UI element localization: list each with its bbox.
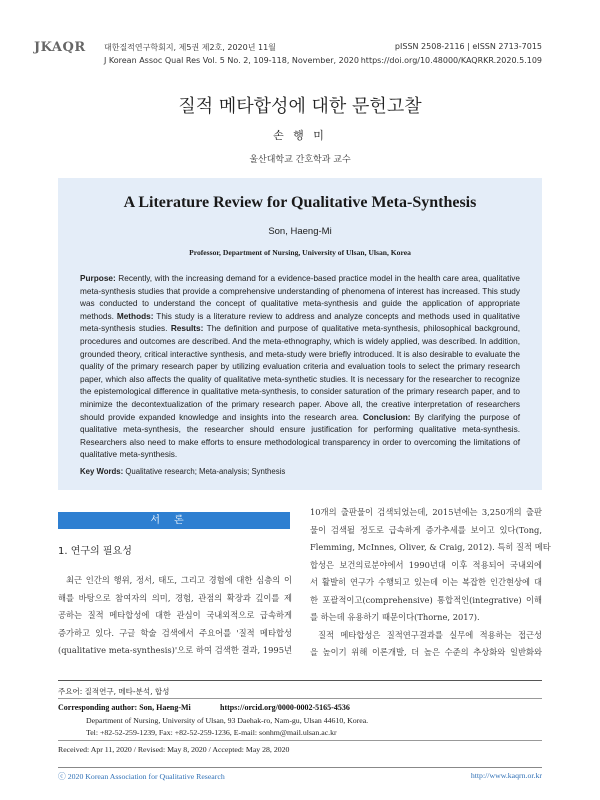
journal-name-en: J Korean Assoc Qual Res Vol. 5 No. 2, 109-118, November, 2020: [104, 56, 359, 65]
footer-rule: [58, 740, 542, 741]
author-contact: Tel: +82-52-259-1239, Fax: +82-52-259-1236, E-mail: sonhm@mail.ulsan.ac.kr: [86, 728, 337, 737]
purpose-label: Purpose:: [80, 274, 116, 283]
journal-name-kr: 대한질적연구학회지, 제5권 제2호, 2020년 11월: [104, 43, 276, 52]
footer-rule: [58, 767, 542, 768]
corresponding-author: [58, 703, 191, 712]
body-line: 을 높이기 위해 이론개발, 더 높은 수준의 추상화와 일반화와: [310, 647, 542, 657]
copyright: ⓒ 2020 Korean Association for Qualitative Research: [58, 772, 225, 781]
author-english: Son, Haeng-Mi: [268, 226, 332, 237]
methods-label: Methods:: [116, 311, 154, 321]
corresponding-author-label: Corresponding author:: [58, 703, 138, 712]
affiliation-korean: 울산대학교 간호학과 교수: [249, 155, 351, 165]
website-link[interactable]: http://www.kaqrn.or.kr: [470, 771, 542, 780]
footer-rule: [58, 680, 542, 681]
body-line: Flemming, McInnes, Oliver, & Craig, 2012). 특히 질적 메타: [310, 542, 551, 552]
body-column-left: [58, 572, 292, 660]
methods-text: This study is a literature review to address and analyze concepts and methods used in qualitative meta-synthesis studies.: [80, 311, 520, 334]
issn: pISSN 2508-2116 | eISSN 2713-7015: [394, 42, 542, 51]
results-text: The definition and purpose of qualitative meta-synthesis, philosophical background, procedures and outcomes are described. And the meta-ethnography, which is widely applied, was described. In addition, grounded theory, critical interactive synthesis, and meta-study were briefly introduced. It is also desirable to evaluate the quality of the primary research paper by utilizing evaluation criteria and evaluation tools to select the primary research paper, which also affects the quality of qualitative meta-synthetic studies. It is necessary for the researcher to recognize the epistemological difference in qualitative meta-synthesis, to consider saturation of the primary research paper, and to minimize the decontextualization of the primary research paper. Above all, the creative interpretation of researchers should provide expanded knowledge and insights into the research area.: [80, 324, 520, 422]
doi-link[interactable]: https://doi.org/10.48000/KAQRKR.2020.5.109: [360, 56, 542, 65]
body-line: 질적 메타합성은 질적연구결과를 실무에 적용하는 접근성: [318, 629, 542, 640]
footer-rule: [58, 698, 542, 699]
body-line: 증가하고 있다. 구글 학술 검색에서 주요어를 '질적 메타합성: [58, 627, 292, 638]
title-english: A Literature Review for Qualitative Meta-Synthesis: [123, 194, 477, 211]
body-line: 공하는 질적 메타합성에 대한 관심이 국내외적으로 급속하게: [58, 610, 292, 620]
abstract-text: [80, 273, 520, 462]
body-line: (qualitative meta-synthesis)'으로 하여 검색한 결과, 1995년: [58, 645, 292, 655]
page-header: [0, 0, 600, 80]
body-line: 합성은 보건의료분야에서 1990년대 이후 적용되어 국내외에: [310, 559, 542, 570]
keywords: [80, 467, 520, 476]
body-line: 10개의 출판물이 검색되었는데, 2015년에는 3,250개의 출판: [310, 507, 542, 517]
conclusion-text: By clarifying the purpose of qualitative meta-synthesis, the researcher should ensure justification for performing qualitative meta-synthesis. Researchers also need to make efforts to ensure methodological transparency in order to overcoming the limitations of qualitative meta-synthesis.: [80, 412, 520, 460]
conclusion-label: Conclusion:: [362, 412, 411, 422]
body-line: 서 활발히 연구가 수행되고 있는데 이는 복잡한 인간현상에 대: [310, 577, 542, 587]
section-heading-introduction: 서론: [58, 512, 290, 529]
body-line: 최근 인간의 행위, 정서, 태도, 그리고 경험에 대한 심층의 이: [66, 575, 292, 585]
manuscript-dates: Received: Apr 11, 2020 / Revised: May 8, 2020 / Accepted: May 28, 2020: [58, 745, 290, 754]
purpose-text: Recently, with the increasing demand for a evidence-based practice model in the health care area, qualitative meta-synthesis studies that provide a comprehensive understanding of phenomena of interest has increased. This study was conducted to understand the concept of qualitative meta-synthesis and guide the application of appropriate methods.: [80, 274, 520, 321]
subsection-heading: 1. 연구의 필요성: [58, 546, 132, 557]
body-line: 물이 검색될 정도로 급속하게 증가추세를 보이고 있다(Tong,: [310, 524, 542, 535]
keywords-text: Qualitative research; Meta-analysis; Synthesis: [123, 467, 286, 476]
abstract-box: [58, 178, 542, 490]
body-column-right: [310, 504, 551, 662]
author-korean: 손 행 미: [273, 129, 327, 142]
results-label: Results:: [170, 324, 204, 334]
keywords-korean: 주요어: 질적연구, 메타-분석, 합성: [58, 687, 170, 696]
corresponding-author-name: Son, Haeng-Mi: [137, 703, 191, 712]
body-line: 해를 바탕으로 참여자의 의미, 경험, 관점의 확장과 깊이를 제: [58, 592, 292, 603]
body-line: 를 하는데 유용하기 때문이다(Thorne, 2017).: [310, 612, 480, 622]
keywords-label: Key Words:: [80, 467, 124, 476]
affiliation-english: Professor, Department of Nursing, University of Ulsan, Ulsan, Korea: [189, 248, 411, 257]
body-line: 한 포괄적이고(comprehensive) 통합적인(integrative) 이해: [310, 594, 542, 605]
title-korean: 질적 메타합성에 대한 문헌고찰: [178, 96, 422, 117]
author-address: Department of Nursing, University of Ulsan, 93 Daehak-ro, Nam-gu, Ulsan 44610, Korea.: [86, 716, 369, 725]
orcid-link[interactable]: https://orcid.org/0000-0002-5165-4536: [220, 703, 350, 712]
journal-logo: JKAQR: [34, 40, 86, 55]
